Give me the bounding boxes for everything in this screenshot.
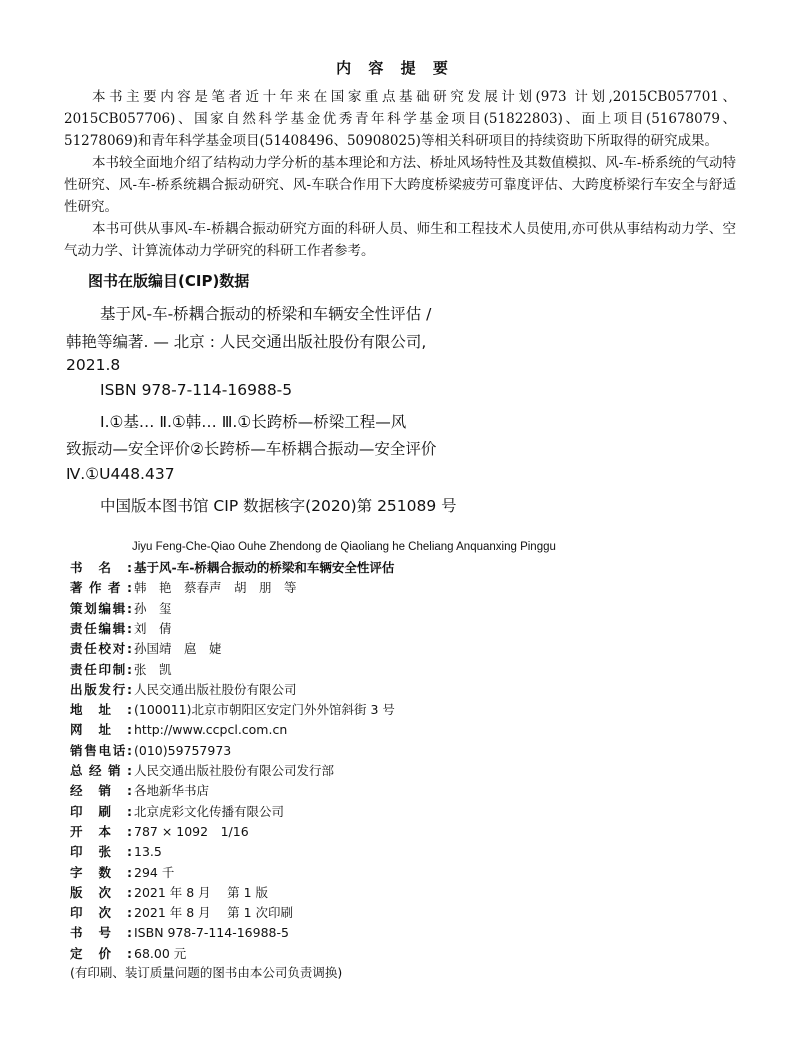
- summary-paragraph-3: 本书可供从事风-车-桥耦合振动研究方面的科研人员、师生和工程技术人员使用,亦可供从事结构动力学、空气动力学、计算流体动力学研究的科研工作者参考。: [64, 221, 736, 259]
- info-label: 定价:: [70, 945, 132, 961]
- info-label: 书名:: [70, 560, 132, 575]
- info-row: [70, 761, 334, 781]
- info-row: [70, 680, 297, 700]
- info-value: 人民交通出版社股份有限公司发行部: [134, 763, 335, 778]
- info-row: [70, 822, 249, 842]
- info-row: [70, 720, 287, 740]
- info-value: http://www.ccpcl.com.cn: [134, 722, 288, 738]
- cip-line-subject-2: 致振动—安全评价②长跨桥—车桥耦合振动—安全评价: [66, 440, 437, 458]
- info-value: 基于风-车-桥耦合振动的桥梁和车辆安全性评估: [134, 560, 395, 575]
- cip-line-title: 基于风-车-桥耦合振动的桥梁和车辆安全性评估 /: [100, 305, 432, 323]
- info-value: 张 凯: [134, 661, 172, 677]
- summary-paragraph-1: 本书主要内容是笔者近十年来在国家重点基础研究发展计划(973 计划,2015CB057701、2015CB057706)、国家自然科学基金优秀青年科学基金项目(51822803)、面上项目(51678079、51278069)和青年科学基金项目(51408496、50908025)等相关科研项目的持续资助下所取得的研究成果。: [64, 89, 736, 149]
- info-row: [70, 842, 162, 862]
- info-value: 孙 玺: [134, 600, 172, 616]
- cip-line-author: 韩艳等编著. — 北京 : 人民交通出版社股份有限公司,: [66, 333, 427, 351]
- info-row: [70, 700, 395, 720]
- info-label: 书号:: [70, 925, 132, 941]
- info-row: [70, 599, 172, 619]
- info-value: 2021 年 8 月 第 1 次印刷: [134, 905, 294, 921]
- return-policy-note: (有印刷、装订质量问题的图书由本公司负责调换): [70, 965, 343, 980]
- info-label: 总经销:: [70, 763, 132, 778]
- info-row: [70, 923, 289, 943]
- info-label: 印张:: [70, 844, 132, 860]
- info-label: 网址:: [70, 722, 132, 738]
- cip-line-subject-1: Ⅰ.①基… Ⅱ.①韩… Ⅲ.①长跨桥—桥梁工程—风: [100, 413, 407, 431]
- info-value: 13.5: [134, 844, 162, 860]
- info-label: 责任印制:: [70, 661, 132, 677]
- info-value: (100011)北京市朝阳区安定门外外馆斜街 3 号: [134, 702, 395, 718]
- info-row: [70, 578, 297, 598]
- info-row: [70, 903, 293, 923]
- info-label: 字数:: [70, 864, 132, 880]
- info-label: 责任校对:: [70, 641, 132, 657]
- info-row: [70, 558, 394, 578]
- info-value: 人民交通出版社股份有限公司: [134, 681, 297, 697]
- info-label: 地址:: [70, 702, 132, 718]
- info-value: ISBN 978-7-114-16988-5: [134, 925, 289, 941]
- pinyin-title: Jiyu Feng-Che-Qiao Ouhe Zhendong de Qiaoliang he Cheliang Anquanxing Pinggu: [132, 541, 556, 553]
- info-row: [70, 781, 209, 801]
- info-value: 2021 年 8 月 第 1 版: [134, 884, 269, 900]
- info-label: 经销:: [70, 783, 132, 799]
- info-value: 787 × 1092 1/16: [134, 823, 249, 839]
- info-value: 294 千: [134, 864, 175, 880]
- info-row: [70, 802, 284, 822]
- cip-line-date: 2021.8: [66, 356, 121, 374]
- info-row: [70, 619, 172, 639]
- info-label: 开本:: [70, 823, 132, 839]
- info-value: 韩 艳 蔡春声 胡 朋 等: [134, 580, 297, 596]
- info-label: 策划编辑:: [70, 600, 132, 616]
- info-row: [70, 639, 222, 659]
- info-value: (010)59757973: [134, 742, 232, 758]
- info-label: 印刷:: [70, 803, 132, 819]
- cip-title: 图书在版编目(CIP)数据: [88, 272, 250, 290]
- info-label: 销售电话:: [70, 742, 132, 758]
- summary-title: 内 容 提 要: [336, 59, 454, 77]
- info-value: 孙国靖 扈 婕: [134, 641, 222, 657]
- cip-line-record-number: 中国版本图书馆 CIP 数据核字(2020)第 251089 号: [100, 497, 457, 515]
- cip-line-classification: Ⅳ.①U448.437: [66, 465, 175, 483]
- info-row: [70, 741, 231, 761]
- info-label: 著作者:: [70, 580, 132, 596]
- info-value: 68.00 元: [134, 945, 187, 961]
- info-value: 刘 倩: [134, 620, 172, 636]
- info-label: 出版发行:: [70, 681, 132, 697]
- info-row: [70, 660, 172, 680]
- summary-paragraph-2: 本书较全面地介绍了结构动力学分析的基本理论和方法、桥址风场特性及其数值模拟、风-车-桥系统的气动特性研究、风-车-桥系统耦合振动研究、风-车联合作用下大跨度桥梁疲劳可靠度评估、大跨度桥梁行车安全与舒适性研究。: [64, 155, 736, 215]
- info-row: [70, 883, 268, 903]
- info-label: 责任编辑:: [70, 620, 132, 636]
- info-value: 各地新华书店: [134, 783, 210, 799]
- cip-line-isbn: ISBN 978-7-114-16988-5: [100, 381, 293, 399]
- info-row: [70, 944, 186, 964]
- info-row: [70, 863, 174, 883]
- info-label: 版次:: [70, 884, 132, 900]
- info-label: 印次:: [70, 905, 132, 921]
- info-value: 北京虎彩文化传播有限公司: [134, 803, 285, 819]
